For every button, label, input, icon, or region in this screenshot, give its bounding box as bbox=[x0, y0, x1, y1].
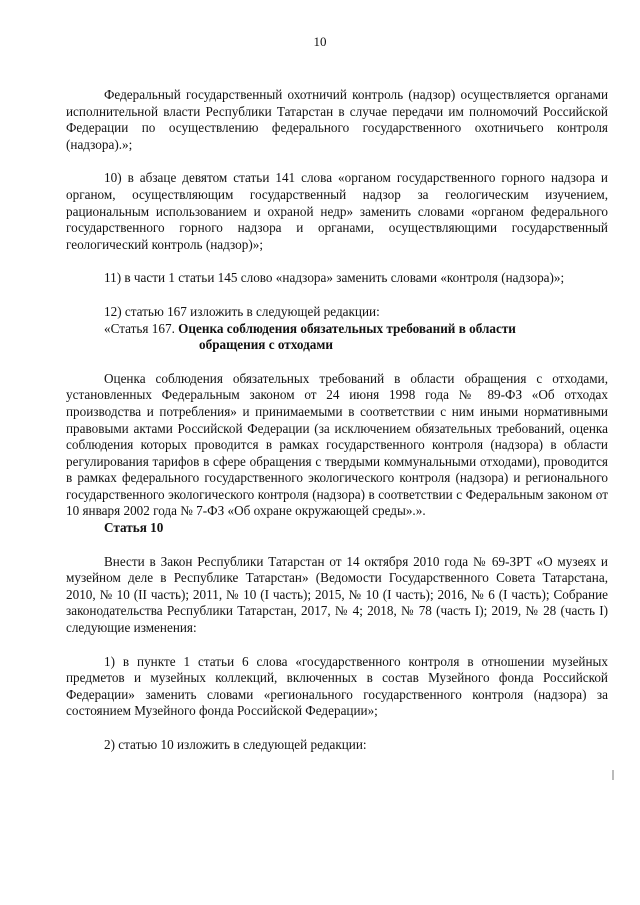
paragraph-item-12: 12) статью 167 изложить в следующей редакции: bbox=[104, 303, 380, 319]
margin-mark bbox=[612, 770, 614, 780]
article-167-prefix: «Статья 167. bbox=[104, 320, 175, 336]
paragraph-item-1: 1) в пункте 1 статьи 6 слова «государственного контроля в отношении музейных предметов и музейных коллекций, включенных в состав Музейного фонда Российской Федерации» заменить словами «регионального государственного контроля (надзора) за состоянием Музейного фонда Российской Федерации»; bbox=[66, 653, 608, 719]
article-10-heading: Статья 10 bbox=[104, 520, 164, 536]
paragraph-item-11: 11) в части 1 статьи 145 слово «надзора» заменить словами «контроля (надзора)»; bbox=[104, 270, 565, 286]
paragraph-item-10: 10) в абзаце девятом статьи 141 слова «органом государственного горного надзора и органом, осуществляющим государственный надзор за геологическим изучением, рациональным использованием и охраной недр» заменить словами «органом федерального государственного горного надзора и органами, осуществляющими государственный геологический контроль (надзор)»; bbox=[66, 170, 608, 252]
article-167-title-line1: Оценка соблюдения обязательных требований в области bbox=[178, 320, 516, 336]
article-167-heading bbox=[66, 321, 608, 338]
page-number: 10 bbox=[313, 34, 327, 49]
article-167-title-line2: обращения с отходами bbox=[199, 337, 333, 353]
paragraph-article-10-intro: Внести в Закон Республики Татарстан от 14 октября 2010 года № 69-ЗРТ «О музеях и музейном деле в Республике Татарстан» (Ведомости Государственного Совета Татарстана, 2010, № 10 (II часть); 2011, № 10 (I часть); 2015, № 10 (I часть); 2016, № 6 (I часть); Собрание законодательства Республики Татарстан, 2017, № 4; 2018, № 78 (часть I); 2019, № 28 (часть I) следующие изменения: bbox=[66, 553, 608, 636]
paragraph-hunting-control: Федеральный государственный охотничий контроль (надзор) осуществляется органами исполнительной власти Республики Татарстан в случае передачи им полномочий Российской Федерации по осуществлению федерального государственного охотничьего контроля (надзора).»; bbox=[66, 87, 608, 152]
document-body bbox=[66, 87, 608, 754]
paragraph-article-167-body: Оценка соблюдения обязательных требований в области обращения с отходами, установленных Федеральным законом от 24 июня 1998 года № 89-ФЗ «Об отходах производства и потребления» и принимаемыми в соответствии с ним иными нормативными правовыми актами Российской Федерации (за исключением обязательных требований, оценка соблюдения которых проводится в рамках государственного контроля (надзора) в области регулирования тарифов в сфере обращения с твердыми коммунальными отходами), проводится в рамках федерального государственного экологического контроля (надзора) и регионального государственного экологического контроля (надзора) в соответствии с Федеральным законом от 10 января 2002 года № 7-ФЗ «Об охране окружающей среды».». bbox=[66, 370, 608, 519]
paragraph-item-2: 2) статью 10 изложить в следующей редакции: bbox=[104, 737, 367, 752]
